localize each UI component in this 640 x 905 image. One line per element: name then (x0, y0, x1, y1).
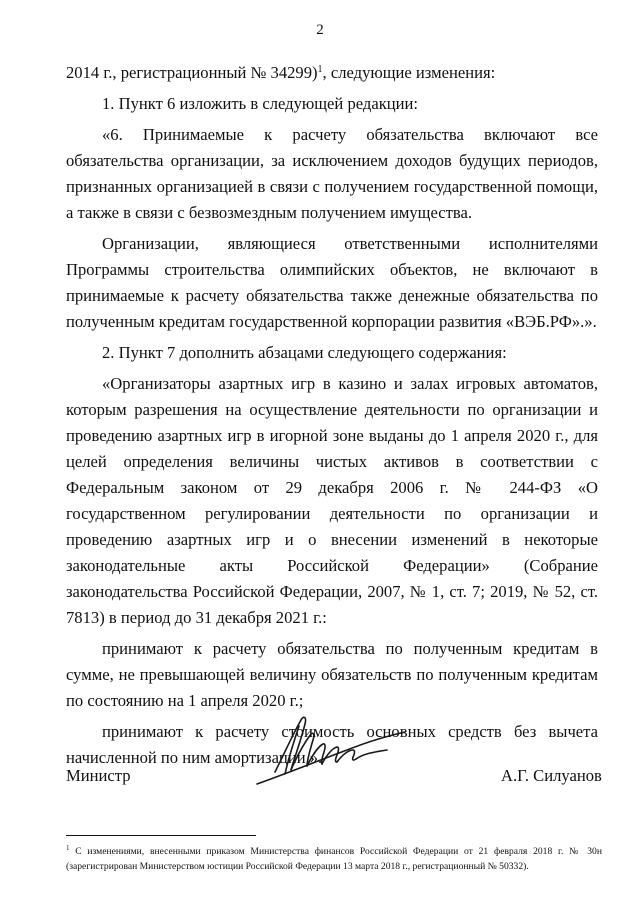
document-body (66, 60, 598, 771)
paragraph-text: , следующие изменения: (322, 63, 496, 82)
paragraph-fixed-assets: принимают к расчету стоимость основных средств без вычета начисленной по ним амортизации.». (66, 722, 598, 767)
footnote-marker: 1 (66, 844, 70, 852)
handwritten-signature (255, 712, 415, 788)
signatory-name: А.Г. Силуанов (501, 766, 602, 785)
paragraph-text: 2014 г., регистрационный № 34299) (66, 63, 318, 82)
paragraph-credits: принимают к расчету обязательства по полученным кредитам в сумме, не превышающей величину обязательств по полученным кредитам по состоянию на 1 апреля 2020 г.; (66, 639, 598, 710)
footnote (66, 844, 602, 874)
paragraph-olympic-organizations: Организации, являющиеся ответственными исполнителями Программы строительства олимпийских объектов, не включают в принимаемые к расчету обязательства также денежные обязательства по полученным кредитам государственной корпорации развития «ВЭБ.РФ».». (66, 234, 598, 331)
paragraph-gambling-organizers: «Организаторы азартных игр в казино и залах игровых автоматов, которым разрешения на осуществление деятельности по организации и проведению азартных игр в игорной зоне выданы до 1 апреля 2020 г., для целей определения величины чистых активов в соответствии с Федеральным законом от 29 декабря 2006 г. № 244-ФЗ «О государственном регулировании деятельности по организации и проведению азартных игр и о внесении изменений в некоторые законодательные акты Российской Федерации» (Собрание законодательства Российской Федерации, 2007, № 1, ст. 7; 2019, № 52, ст. 7813) в период до 31 декабря 2021 г.: (66, 374, 598, 627)
footnote-text-block (66, 844, 602, 874)
paragraph-continuation (66, 60, 598, 86)
footnote-text: С изменениями, внесенными приказом Министерства финансов Российской Федерации от 21 февраля 2018 г. № 30н (зарегистрирован Министерством юстиции Российской Федерации 13 марта 2018 г., регистрационный № 50332). (66, 846, 602, 872)
paragraph-quote-point-6: «6. Принимаемые к расчету обязательства включают все обязательства организации, за исключением доходов будущих периодов, признанных организацией в связи с получением государственной помощи, а также в связи с безвозмездным получением имущества. (66, 125, 598, 222)
footnote-separator (66, 835, 256, 836)
page-number: 2 (316, 22, 324, 38)
signatory-title: Министр (66, 766, 131, 785)
paragraph-item-1: 1. Пункт 6 изложить в следующей редакции: (102, 94, 419, 113)
paragraph-item-2: 2. Пункт 7 дополнить абзацами следующего содержания: (102, 343, 507, 362)
footnote-reference: 1 (317, 64, 323, 75)
